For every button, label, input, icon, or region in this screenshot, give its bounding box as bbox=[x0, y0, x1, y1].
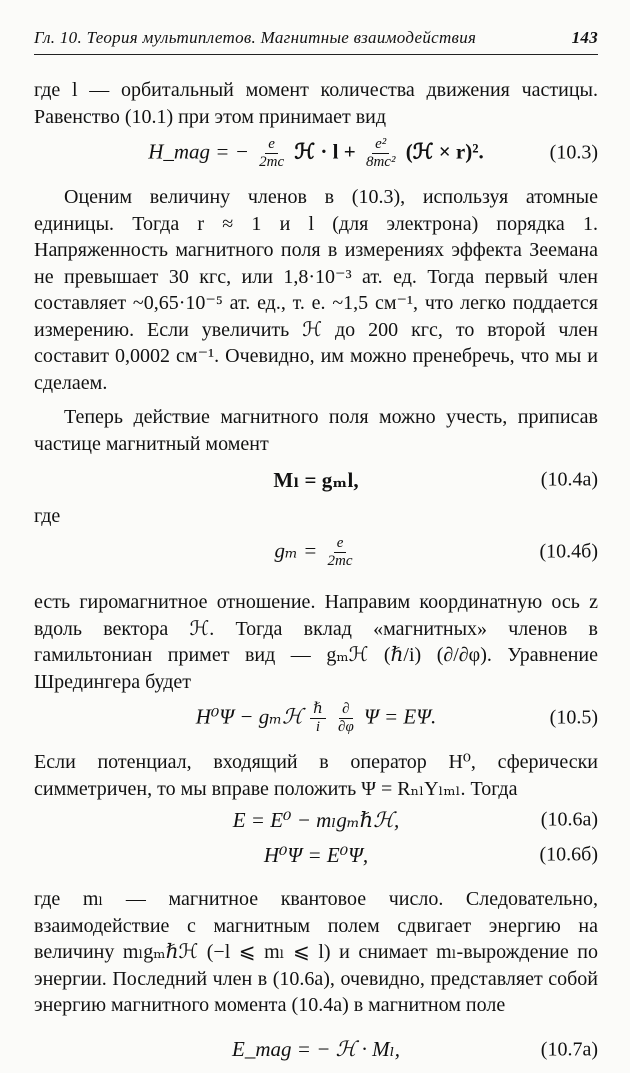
paragraph-2: Оценим величину членов в (10.3), используя атомные единицы. Тогда r ≈ 1 и l (для электрона) порядка 1. Напряженность магнитного поля в измерениях эффекта Зеемана не превышает 30 кгс, или 1,8·10⁻³ ат. ед. Тогда первый член составляет ~0,65·10⁻⁵ ат. ед., т. е. ~1,5 см⁻¹, что легко поддается измерению. Если увеличить ℋ до 200 кгс, то второй член составит 0,0002 см⁻¹. Очевидно, им можно пренебречь, что мы и сделаем. bbox=[34, 186, 598, 394]
eq-10-4b-lhs: gₘ = bbox=[274, 537, 318, 562]
eq-10-6a-expr: E = E⁰ − mₗgₘℏℋ, bbox=[232, 807, 400, 832]
eq-10-4b-number: (10.4б) bbox=[539, 540, 598, 563]
eq-10-3-frac2-den: 8mc² bbox=[365, 153, 396, 170]
equation-10-7a bbox=[34, 1027, 598, 1073]
eq-10-4a-expr: Mₗ = gₘl, bbox=[273, 468, 359, 492]
paragraph-3: Теперь действие магнитного поля можно учесть, приписав частице магнитный момент bbox=[34, 406, 598, 455]
eq-10-7a-number: (10.7а) bbox=[540, 1038, 598, 1060]
running-title: Гл. 10. Теория мультиплетов. Магнитные взаимодействия bbox=[34, 28, 477, 47]
eq-10-5-number: (10.5) bbox=[549, 706, 598, 729]
eq-10-5-tail: Ψ = EΨ. bbox=[364, 703, 437, 728]
equation-10-5 bbox=[34, 695, 598, 741]
eq-10-3-frac1 bbox=[256, 136, 287, 171]
eq-10-6b-expr: H⁰Ψ = E⁰Ψ, bbox=[263, 842, 369, 867]
eq-10-3-frac2-num: e² bbox=[372, 136, 389, 154]
eq-10-3-frac1-num: e bbox=[265, 136, 278, 154]
paragraph-1: где l — орбитальный момент количества движения частицы. Равенство (10.1) при этом принимает вид bbox=[34, 79, 598, 128]
eq-10-3-mid: ℋ · l + bbox=[294, 138, 356, 163]
eq-10-7a-expr: E_mag = − ℋ · Mₗ, bbox=[232, 1037, 400, 1061]
eq-10-3-tail: (ℋ × r)². bbox=[405, 138, 484, 163]
page bbox=[34, 28, 598, 1073]
eq-10-5-frac2-den: ∂φ bbox=[338, 718, 354, 735]
eq-10-5-frac2-num: ∂ bbox=[339, 701, 352, 719]
equation-10-3 bbox=[34, 130, 598, 176]
equation-10-4a bbox=[34, 457, 598, 503]
equation-10-6a bbox=[34, 802, 598, 838]
eq-10-5-frac1 bbox=[310, 701, 326, 736]
page-number: 143 bbox=[571, 28, 598, 47]
eq-10-5-frac1-num: ℏ bbox=[310, 701, 326, 719]
eq-10-3-frac1-den: 2mc bbox=[259, 153, 285, 170]
paragraph-6: где mₗ — магнитное квантовое число. Следовательно, взаимодействие с магнитным полем сдвигает энергию на величину mₗgₘℏℋ (−l ⩽ mₗ ⩽ l) и снимает mₗ-вырождение по энергии. Последний член в (10.6а), очевидно, представляет собой энергию магнитного момента (10.4а) в магнитном поле bbox=[34, 888, 598, 1016]
eq-10-3-frac2 bbox=[363, 136, 399, 171]
equation-10-4b bbox=[34, 529, 598, 575]
eq-10-4b-frac-den: 2mc bbox=[327, 552, 353, 569]
paragraph-5: Если потенциал, входящий в оператор H⁰, сферически симметричен, то мы вправе положить Ψ = RₙₗYₗₘₗ. Тогда bbox=[34, 751, 598, 800]
eq-10-3-lhs: H_mag = − bbox=[148, 138, 249, 163]
paragraph-4: есть гиромагнитное отношение. Направим координатную ось z вдоль вектора ℋ. Тогда вклад «магнитных» членов в гамильтониан примет вид — gₘℋ (ℏ/i) (∂/∂φ). Уравнение Шредингера будет bbox=[34, 591, 598, 693]
eq-10-5-frac2 bbox=[335, 701, 357, 736]
eq-10-5-frac1-den: i bbox=[315, 718, 321, 735]
where-label: где bbox=[34, 505, 61, 527]
eq-10-3-number: (10.3) bbox=[549, 141, 598, 164]
eq-10-6a-number: (10.6а) bbox=[540, 808, 598, 831]
equation-10-6b bbox=[34, 838, 598, 872]
eq-10-4b-frac bbox=[325, 535, 356, 570]
running-header bbox=[34, 28, 598, 55]
eq-10-6b-number: (10.6б) bbox=[539, 843, 598, 866]
eq-10-4b-frac-num: e bbox=[334, 535, 347, 553]
eq-10-4a-number: (10.4а) bbox=[540, 468, 598, 491]
eq-10-5-lhs: H⁰Ψ − gₘℋ bbox=[195, 703, 303, 728]
